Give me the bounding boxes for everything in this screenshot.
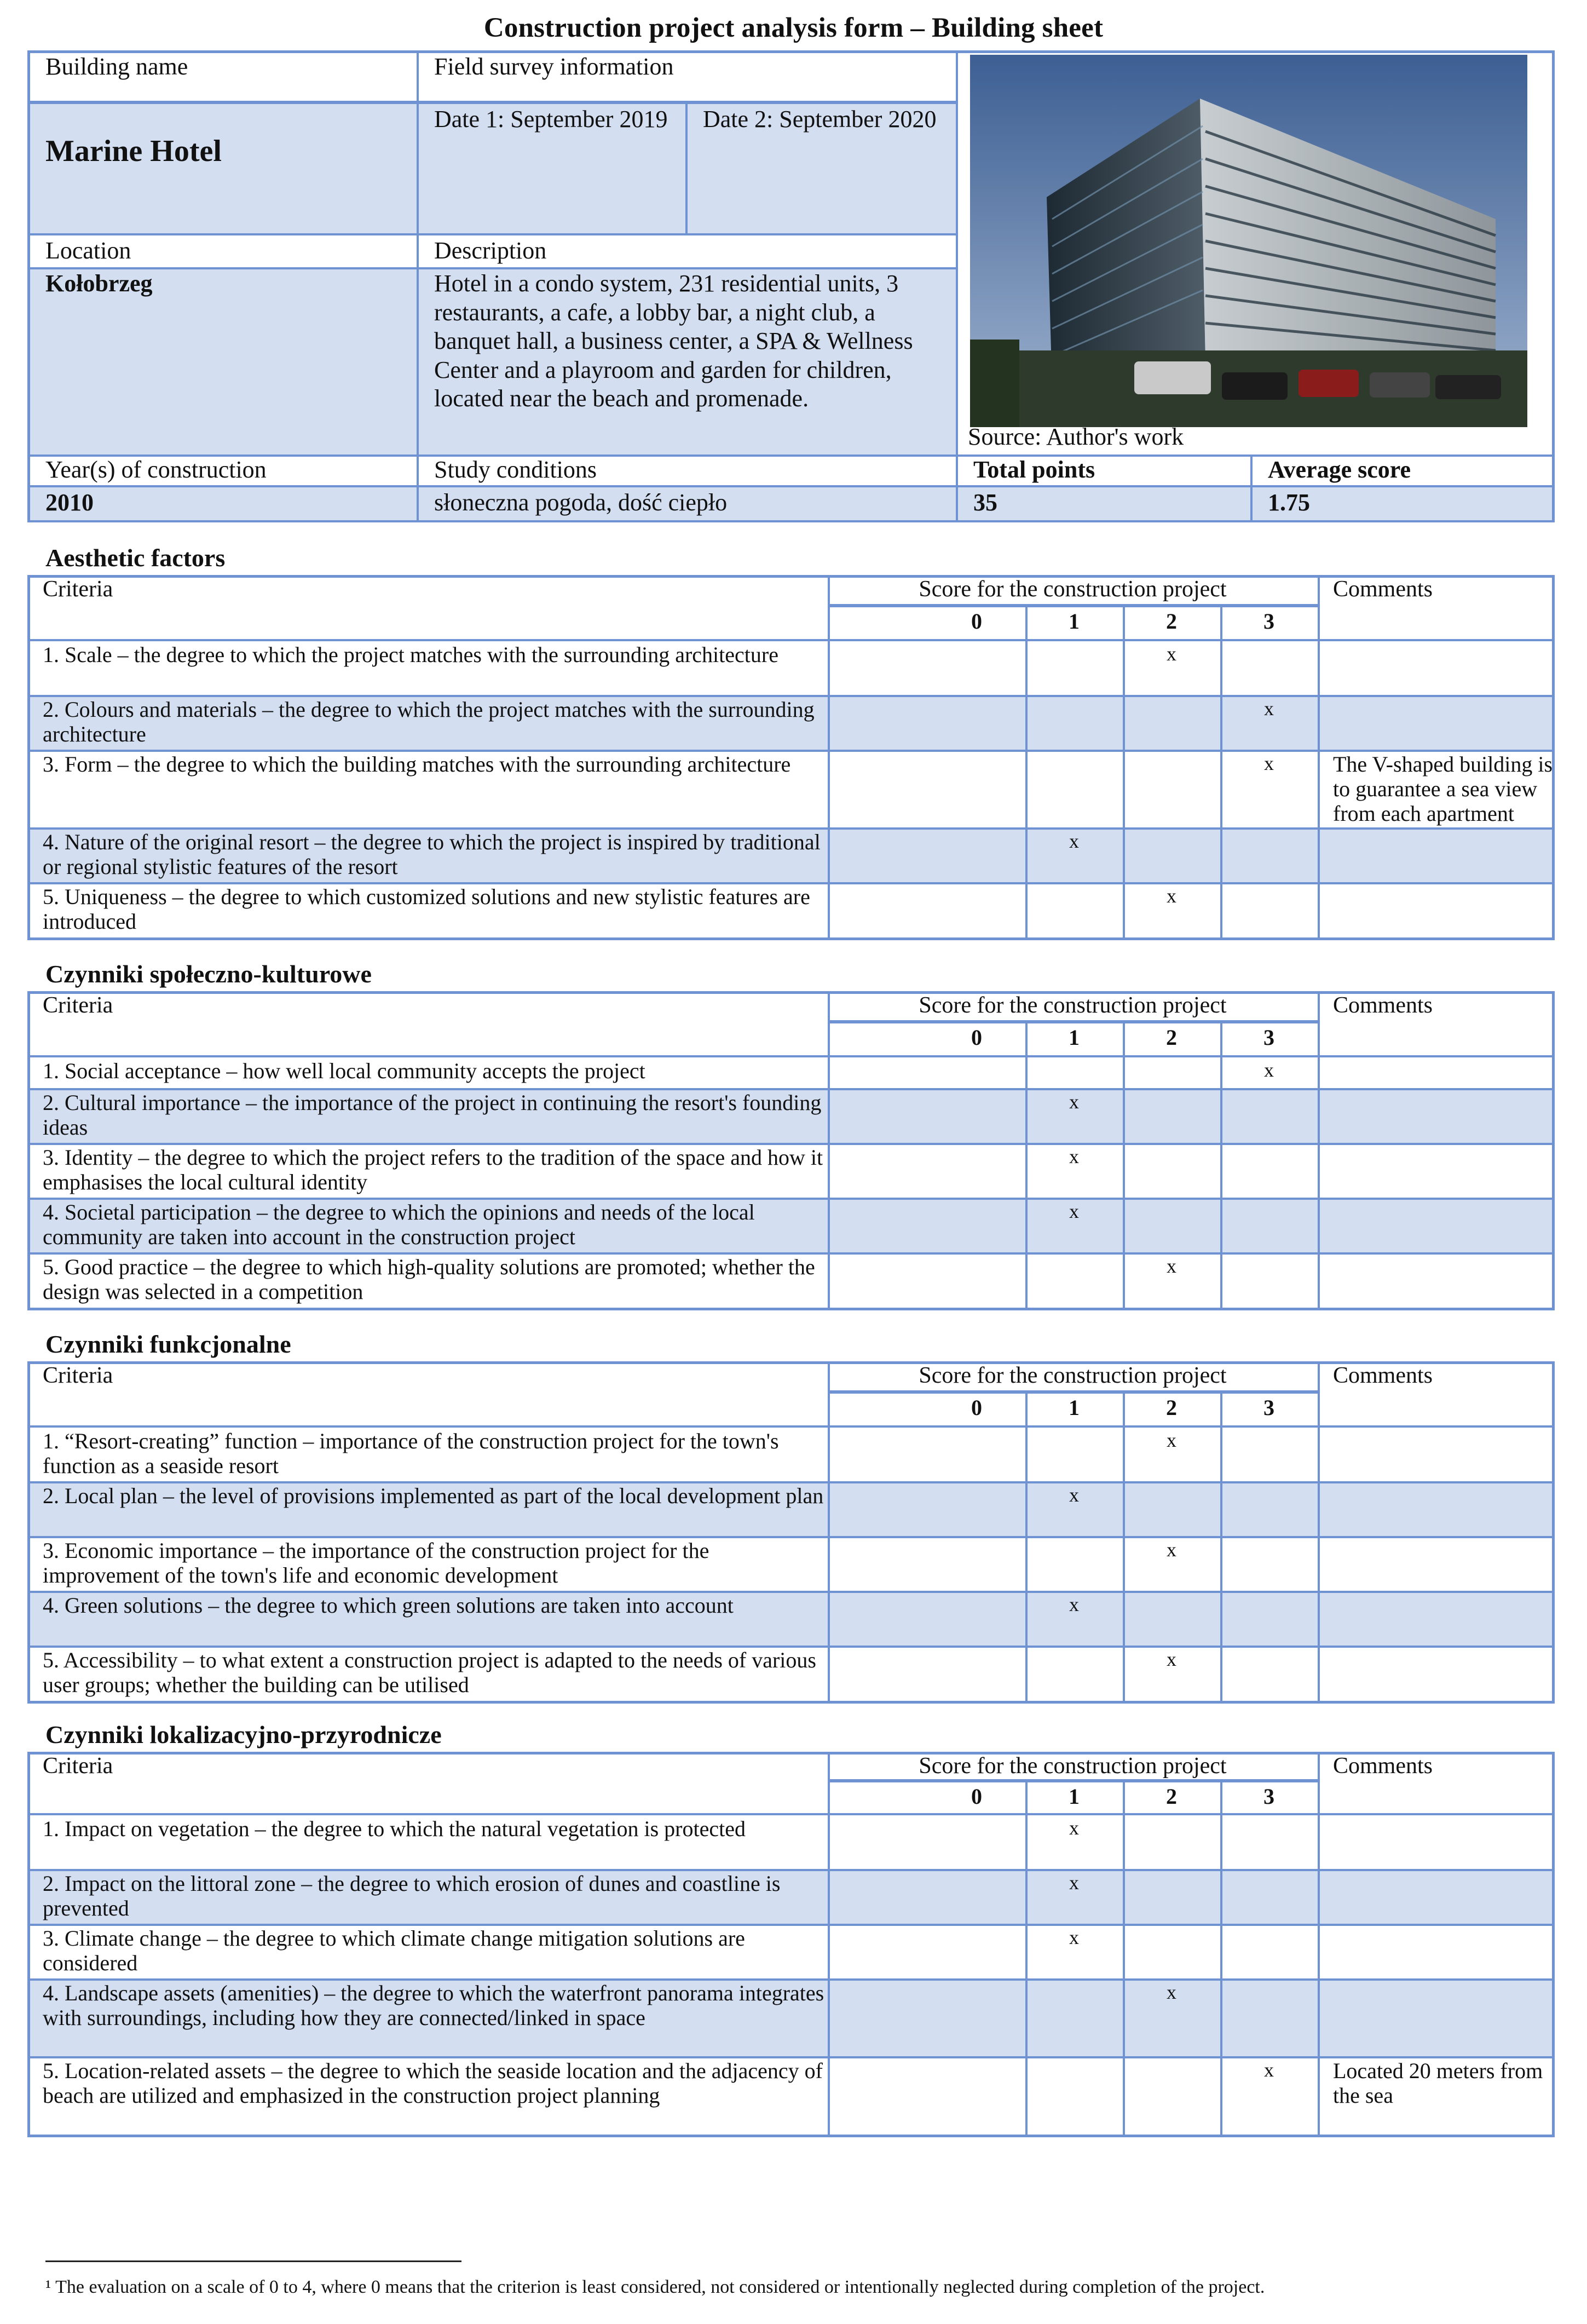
score-column-3: 3 bbox=[1263, 609, 1274, 634]
score-column-2: 2 bbox=[1166, 1395, 1177, 1420]
divider bbox=[1025, 1393, 1028, 1704]
total-points-value: 35 bbox=[973, 489, 997, 516]
comments-header: Comments bbox=[1333, 1363, 1433, 1388]
criteria-row-text: 3. Form – the degree to which the building matches with the surrounding architecture bbox=[43, 752, 791, 776]
score-column-0: 0 bbox=[971, 1784, 982, 1809]
score-mark: x bbox=[1167, 643, 1176, 665]
divider bbox=[828, 1752, 830, 2137]
divider bbox=[828, 1361, 830, 1704]
divider bbox=[828, 991, 830, 1310]
criteria-header: Criteria bbox=[43, 1753, 113, 1779]
score-column-1: 1 bbox=[1069, 1395, 1080, 1420]
comments-header: Comments bbox=[1333, 993, 1433, 1018]
comment-text: The V-shaped building is to guarantee a sea view from each apartment bbox=[1333, 752, 1553, 826]
field-survey-label: Field survey information bbox=[434, 53, 674, 80]
description-label: Description bbox=[434, 237, 547, 264]
score-mark: x bbox=[1069, 1817, 1079, 1839]
score-header: Score for the construction project bbox=[919, 993, 1227, 1018]
divider bbox=[27, 1425, 1555, 1428]
score-mark: x bbox=[1069, 1926, 1079, 1948]
photo-source: Source: Author's work bbox=[968, 423, 1184, 450]
score-column-2: 2 bbox=[1166, 1025, 1177, 1050]
divider bbox=[828, 1779, 1318, 1782]
criteria-row-text: 1. Scale – the degree to which the project matches with the surrounding architecture bbox=[43, 642, 778, 667]
date-1: Date 1: September 2019 bbox=[434, 106, 668, 133]
divider bbox=[1220, 1781, 1222, 2137]
study-conditions-label: Study conditions bbox=[434, 456, 597, 483]
divider bbox=[27, 639, 1555, 641]
score-column-1: 1 bbox=[1069, 1025, 1080, 1050]
section-title: Czynniki funkcjonalne bbox=[45, 1330, 291, 1358]
comment-text: Located 20 meters from the sea bbox=[1333, 2058, 1543, 2108]
average-score-value: 1.75 bbox=[1268, 489, 1310, 516]
criteria-row-text: 4. Nature of the original resort – the degree to which the project is inspired by traditional or regional stylistic features of the resort bbox=[43, 830, 821, 879]
score-mark: x bbox=[1069, 1200, 1079, 1222]
criteria-row-text: 2. Local plan – the level of provisions implemented as part of the local development plan bbox=[43, 1483, 824, 1508]
score-header: Score for the construction project bbox=[919, 1753, 1227, 1779]
score-column-1: 1 bbox=[1069, 609, 1080, 634]
score-mark: x bbox=[1264, 2059, 1274, 2081]
section-title: Aesthetic factors bbox=[45, 544, 226, 572]
score-column-1: 1 bbox=[1069, 1784, 1080, 1809]
score-mark: x bbox=[1167, 1429, 1176, 1451]
footnote: ¹ The evaluation on a scale of 0 to 4, where 0 means that the criterion is least considered, not considered or intentionally neglected during completion of the project. bbox=[45, 2277, 1265, 2297]
years-label: Year(s) of construction bbox=[45, 456, 267, 483]
divider bbox=[27, 1813, 1555, 1815]
criteria-row-text: 1. Impact on vegetation – the degree to which the natural vegetation is protected bbox=[43, 1816, 746, 1841]
building-name: Marine Hotel bbox=[45, 134, 222, 168]
score-column-0: 0 bbox=[971, 1025, 982, 1050]
score-column-0: 0 bbox=[971, 609, 982, 634]
section-title: Czynniki lokalizacyjno-przyrodnicze bbox=[45, 1721, 442, 1748]
criteria-row-text: 5. Good practice – the degree to which high-quality solutions are promoted; whether the design was selected in a competition bbox=[43, 1255, 815, 1304]
criteria-row-text: 2. Colours and materials – the degree to which the project matches with the surrounding architecture bbox=[43, 697, 815, 746]
score-mark: x bbox=[1167, 1648, 1176, 1670]
score-mark: x bbox=[1264, 752, 1274, 774]
score-column-3: 3 bbox=[1263, 1395, 1274, 1420]
divider bbox=[828, 575, 830, 940]
score-mark: x bbox=[1069, 1146, 1079, 1167]
divider bbox=[828, 1020, 1318, 1023]
date-2: Date 2: September 2020 bbox=[703, 106, 937, 133]
comments-header: Comments bbox=[1333, 577, 1433, 602]
average-score-label: Average score bbox=[1268, 456, 1411, 483]
score-mark: x bbox=[1167, 1981, 1176, 2003]
divider bbox=[828, 1390, 1318, 1394]
criteria-row-text: 3. Economic importance – the importance of the construction project for the improvement of the town's life and economic development bbox=[43, 1538, 709, 1587]
criteria-row-text: 5. Accessibility – to what extent a construction project is adapted to the needs of various user groups; whether the building can be utilised bbox=[43, 1648, 816, 1697]
divider bbox=[828, 604, 1318, 607]
total-points-label: Total points bbox=[973, 456, 1095, 483]
building-photo bbox=[970, 55, 1527, 427]
criteria-row-text: 2. Impact on the littoral zone – the degree to which erosion of dunes and coastline is prevented bbox=[43, 1871, 781, 1920]
criteria-row-text: 4. Landscape assets (amenities) – the degree to which the waterfront panorama integrates with surroundings, including how they are connected/linked in space bbox=[43, 1981, 824, 2030]
criteria-header: Criteria bbox=[43, 1363, 113, 1388]
divider bbox=[1123, 1781, 1125, 2137]
score-mark: x bbox=[1167, 1255, 1176, 1277]
criteria-row-text: 5. Location-related assets – the degree to which the seaside location and the adjacency of beach are utilized and emphasized in the construction project planning bbox=[43, 2058, 823, 2108]
location-label: Location bbox=[45, 237, 131, 264]
score-column-2: 2 bbox=[1166, 1784, 1177, 1809]
divider bbox=[1220, 1393, 1222, 1704]
divider bbox=[1318, 991, 1320, 1310]
building-name-label: Building name bbox=[45, 53, 188, 80]
location-value: Kołobrzeg bbox=[45, 270, 153, 297]
score-mark: x bbox=[1069, 1484, 1079, 1506]
divider bbox=[1318, 1361, 1320, 1704]
years-value: 2010 bbox=[45, 489, 94, 516]
score-mark: x bbox=[1264, 1059, 1274, 1081]
score-header: Score for the construction project bbox=[919, 577, 1227, 602]
footnote-divider bbox=[45, 2260, 461, 2262]
score-mark: x bbox=[1069, 1091, 1079, 1113]
criteria-header: Criteria bbox=[43, 577, 113, 602]
comments-header: Comments bbox=[1333, 1753, 1433, 1779]
section-title: Czynniki społeczno-kulturowe bbox=[45, 960, 372, 988]
criteria-row-text: 1. Social acceptance – how well local community accepts the project bbox=[43, 1059, 645, 1083]
criteria-row-text: 4. Societal participation – the degree to which the opinions and needs of the local community are taken into account in the construction project bbox=[43, 1200, 755, 1249]
criteria-row-text: 4. Green solutions – the degree to which green solutions are taken into account bbox=[43, 1593, 734, 1618]
criteria-header: Criteria bbox=[43, 993, 113, 1018]
criteria-row-text: 2. Cultural importance – the importance of the project in continuing the resort's founding ideas bbox=[43, 1090, 822, 1140]
criteria-row-text: 3. Identity – the degree to which the project refers to the tradition of the space and how it emphasises the local cultural identity bbox=[43, 1145, 823, 1194]
criteria-row-text: 5. Uniqueness – the degree to which customized solutions and new stylistic features are introduced bbox=[43, 884, 810, 934]
score-mark: x bbox=[1167, 1539, 1176, 1561]
description-text: Hotel in a condo system, 231 residential units, 3 restaurants, a cafe, a lobby bar, a night club, a banquet hall, a business center, a SPA & Wellness Center and a playroom and garden for children, located near the beach and promenade. bbox=[434, 270, 913, 412]
page-title: Construction project analysis form – Building sheet bbox=[483, 13, 1104, 43]
score-mark: x bbox=[1069, 830, 1079, 852]
criteria-row-text: 1. “Resort-creating” function – importance of the construction project for the town's function as a seaside resort bbox=[43, 1429, 779, 1478]
divider bbox=[27, 1055, 1555, 1057]
score-mark: x bbox=[1069, 1872, 1079, 1894]
score-mark: x bbox=[1264, 698, 1274, 720]
score-column-3: 3 bbox=[1263, 1784, 1274, 1809]
score-mark: x bbox=[1167, 885, 1176, 907]
criteria-row-text: 3. Climate change – the degree to which climate change mitigation solutions are considered bbox=[43, 1926, 745, 1975]
study-conditions-value: słoneczna pogoda, dość ciepło bbox=[434, 489, 728, 516]
score-column-3: 3 bbox=[1263, 1025, 1274, 1050]
score-header: Score for the construction project bbox=[919, 1363, 1227, 1388]
score-mark: x bbox=[1069, 1594, 1079, 1615]
divider bbox=[1025, 606, 1028, 940]
score-column-0: 0 bbox=[971, 1395, 982, 1420]
score-column-2: 2 bbox=[1166, 609, 1177, 634]
